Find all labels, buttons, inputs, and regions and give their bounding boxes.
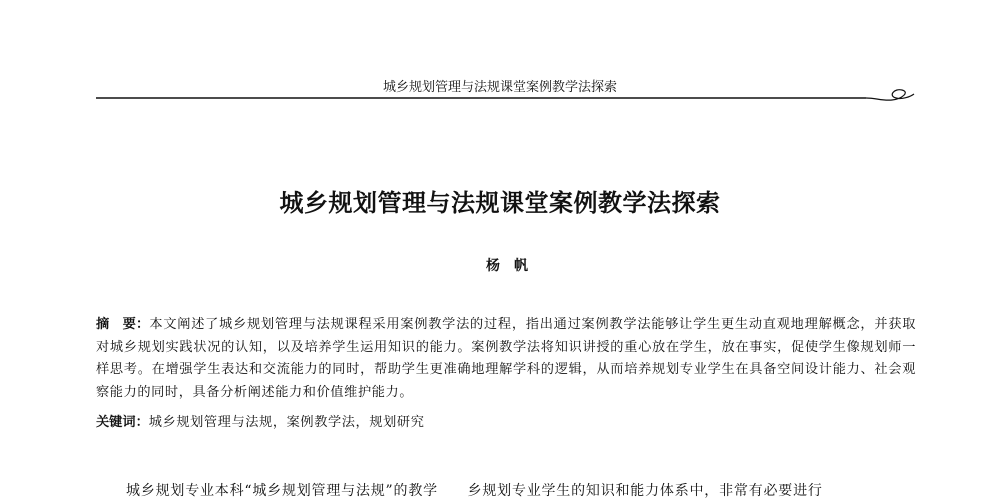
body-paragraph: 城乡规划专业本科“城乡规划管理与法规”的教学 乡规划专业学生的知识和能力体系中，非常有必要进行 [126,483,823,499]
abstract-separator: ： [136,317,150,332]
running-header: 城乡规划管理与法规课堂案例教学法探索 [382,80,617,95]
header-rule-ornament [96,88,916,104]
abstract-text: 本文阐述了城乡规划管理与法规课程采用案例教学法的过程，指出通过案例教学法能够让学生更生动直观地理解概念，并获取对城乡规划实践状况的认知，以及培养学生运用知识的能力。案例教学法将知识讲授的重心放在学生，放在事实，促使学生像规划师一样思考。在增强学生表达和交流能力的同时，帮助学生更准确地理解学科的逻辑，从而培养规划专业学生在具备空间设计能力、社会观察能力的同时，具备分析阐述能力和价值维护能力。 [96,317,917,400]
keywords [96,412,916,434]
abstract [96,314,916,404]
author-name: 杨帆 [486,258,542,274]
paper-title: 城乡规划管理与法规课堂案例教学法探索 [279,189,721,217]
keywords-separator: ： [135,415,149,430]
keywords-text: 城乡规划管理与法规，案例教学法，规划研究 [148,415,425,430]
keywords-label: 关键词 [96,415,136,430]
abstract-label: 摘 要 [96,317,137,332]
